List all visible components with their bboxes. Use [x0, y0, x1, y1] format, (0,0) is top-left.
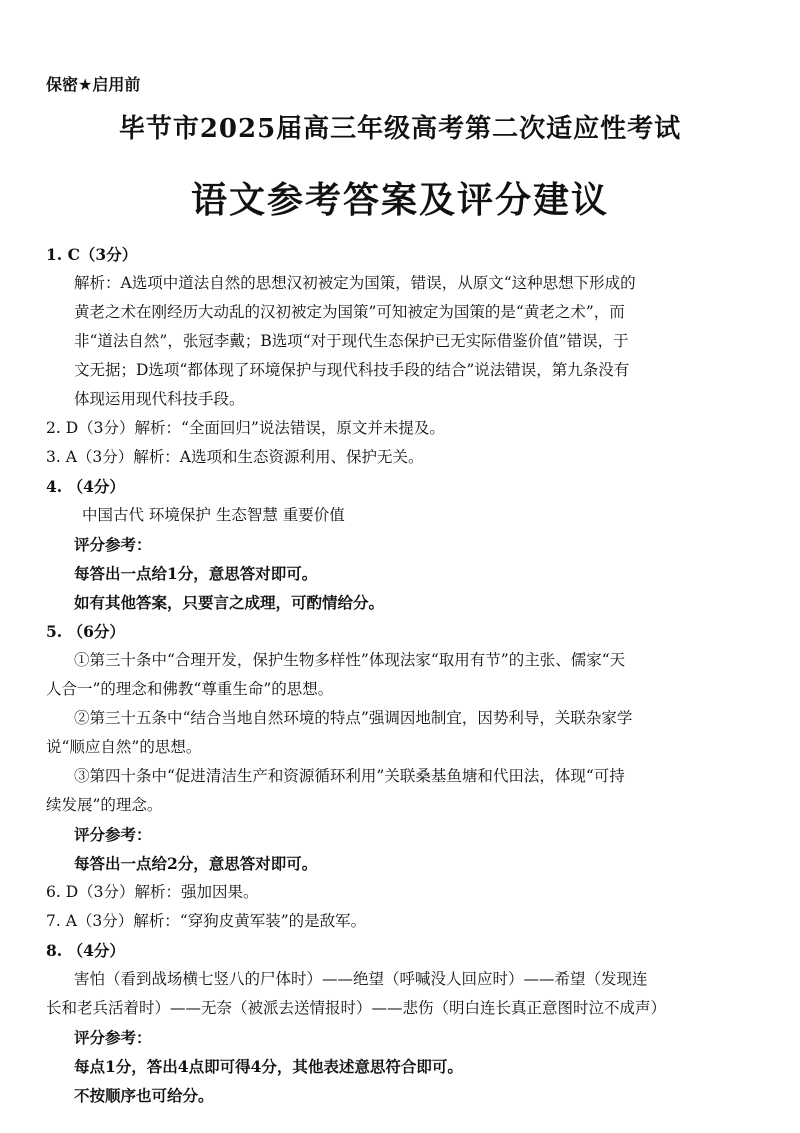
- question-5: [46, 617, 758, 878]
- question-5-score-line: 每答出一点给2分，意思答对即可。: [74, 854, 318, 873]
- document-title: 语文参考答案及评分建议: [190, 179, 609, 221]
- question-4-head: 4. （4分）: [46, 477, 125, 496]
- question-8-score-line: 不按顺序也可给分。: [74, 1086, 214, 1105]
- question-2: 2. D（3分）解析：“全面回归”说法错误，原文并未提及。: [46, 419, 445, 437]
- question-8-head: 8. （4分）: [46, 941, 125, 960]
- question-7: 7. A（3分）解析：“穿狗皮黄军装”的是敌军。: [46, 912, 367, 930]
- question-4-answer: 中国古代 环境保护 生态智慧 重要价值: [82, 506, 345, 524]
- question-4-score-line: 如有其他答案，只要言之成理，可酌情给分。: [74, 593, 385, 612]
- question-5-line: 说“顺应自然”的思想。: [46, 738, 202, 756]
- question-1-line: 非“道法自然”，张冠李戴；B选项“对于现代生态保护已无实际借鉴价值”错误，于: [74, 332, 629, 350]
- question-1-line: 黄老之术在刚经历大动乱的汉初被定为国策”可知被定为国策的是“黄老之术”，而: [74, 303, 625, 321]
- question-5-line: 人合一”的理念和佛教“尊重生命”的思想。: [46, 680, 334, 698]
- question-5-score-label: 评分参考：: [74, 825, 152, 844]
- question-4: [46, 472, 758, 617]
- question-3: 3. A（3分）解析：A选项和生态资源利用、保护无关。: [46, 448, 424, 466]
- question-4-score-label: 评分参考：: [74, 535, 152, 554]
- answers-body: [46, 240, 758, 1110]
- question-1-line: 文无据；D选项“都体现了环境保护与现代科技手段的结合”说法错误，第九条没有: [74, 361, 630, 379]
- question-5-line: ③第四十条中“促进清洁生产和资源循环利用”关联桑基鱼塘和代田法，体现“可持: [74, 767, 625, 785]
- question-1: [46, 240, 758, 414]
- question-1-head: 1. C（3分）: [46, 245, 138, 264]
- question-4-score-line: 每答出一点给1分，意思答对即可。: [74, 564, 318, 583]
- confidential-mark: 保密★启用前: [46, 75, 141, 94]
- question-8-line: 害怕（看到战场横七竖八的尸体时）——绝望（呼喊没人回应时）——希望（发现连: [74, 970, 648, 988]
- question-5-line: ①第三十条中“合理开发，保护生物多样性”体现法家“取用有节”的主张、儒家“天: [74, 651, 626, 669]
- exam-title: 毕节市2025届高三年级高考第二次适应性考试: [118, 114, 682, 144]
- question-1-line: 解析：A选项中道法自然的思想汉初被定为国策，错误，从原文“这种思想下形成的: [74, 274, 636, 292]
- question-8-line: 长和老兵活着时）——无奈（被派去送情报时）——悲伤（明白连长真正意图时泣不成声）: [46, 999, 667, 1017]
- question-5-line: ②第三十五条中“结合当地自然环境的特点”强调因地制宜，因势利导，关联杂家学: [74, 709, 633, 727]
- question-5-line: 续发展”的理念。: [46, 796, 163, 814]
- question-6: 6. D（3分）解析：强加因果。: [46, 883, 259, 901]
- question-8-score-line: 每点1分，答出4点即可得4分，其他表述意思符合即可。: [74, 1057, 463, 1076]
- question-1-line: 体现运用现代科技手段。: [74, 390, 245, 408]
- question-8-score-label: 评分参考：: [74, 1028, 152, 1047]
- question-5-head: 5. （6分）: [46, 622, 125, 641]
- question-8: [46, 936, 758, 1110]
